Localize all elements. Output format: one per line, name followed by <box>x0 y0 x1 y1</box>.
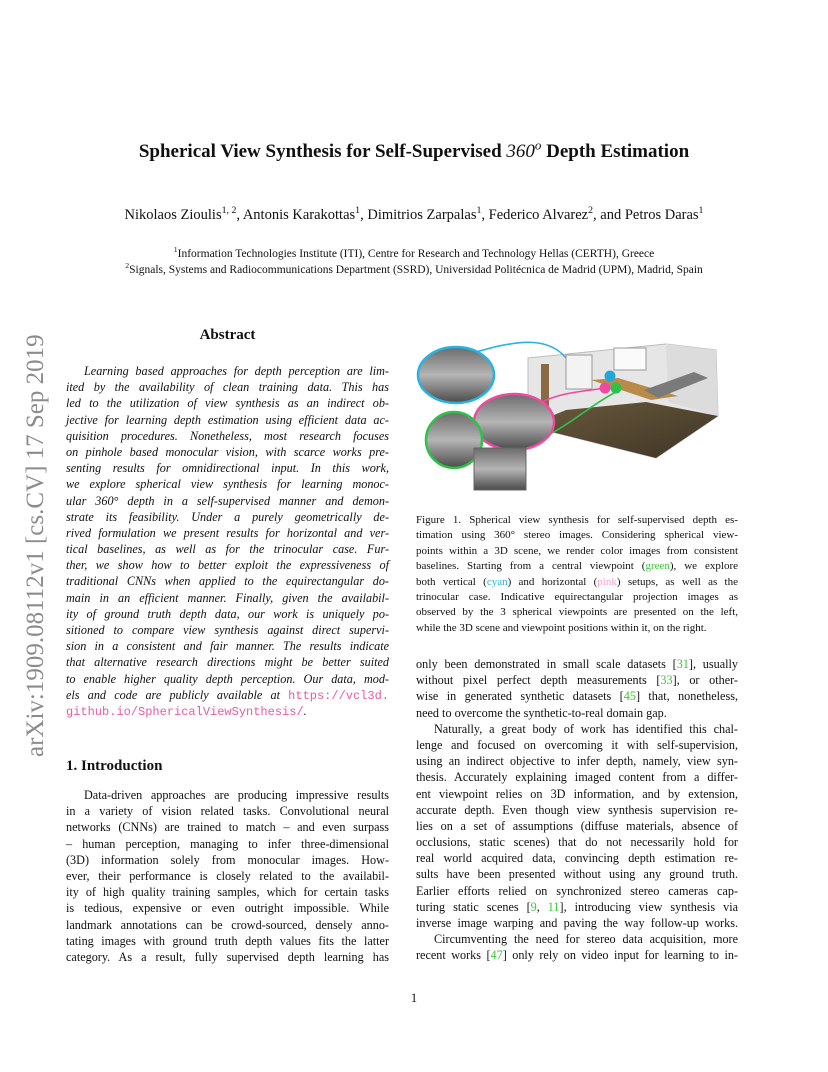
code-link[interactable]: github.io/SphericalViewSynthesis/ <box>66 704 304 719</box>
room-3d-scene <box>528 344 718 458</box>
abstract-line: we explore spherical view synthesis for learning monoc- <box>66 477 389 492</box>
affiliation: $^1$Information Technologies Institute (ITI), Centre for Research and Technology Hellas (CERTH), Greece <box>173 245 655 260</box>
figure-caption: Figure 1. Spherical view synthesis for self-supervised depth es- timation using 360° stereo images. Considering spherical view- points within a 3D scene, we render color images from consistent baselines. Starting from a central viewpoint (green), we explore both vertical (cyan) and horizontal (pink) setups, as well as the trinocular case. Indicative equirectangular projection images as observed by the 3 spherical viewpoints are presented on the left, while the 3D scene and viewpoint positions within it, on the right. <box>416 514 738 634</box>
author-affil-mark: 1, 2 <box>221 205 237 217</box>
abstract-line: ity of ground truth depth data, our work is uniquely po- <box>66 606 389 621</box>
body-line: is tedious, expensive or even outright impossible. While <box>66 901 389 916</box>
body-line: tating images with ground truth depth values fits the latter <box>66 933 389 948</box>
author: Petros Daras <box>624 207 699 223</box>
body-line: ity of high quality training samples, which for certain tasks <box>66 885 389 900</box>
figure-1-illustration <box>416 330 738 498</box>
abstract-line: ther, we show how to better exploit the expressiveness of <box>66 558 389 573</box>
body-line: networks (CNNs) are trained to match – and even surpass <box>66 820 389 835</box>
abstract-line: on pinhole based monocular vision, with scarce works pre- <box>66 444 389 459</box>
abstract-line: that alternative research directions might be better suited <box>66 655 389 670</box>
view-thumbnail-cyan <box>418 347 494 403</box>
viewpoint-green <box>611 383 622 394</box>
author: Dimitrios Zarpalas <box>367 207 477 223</box>
abstract-line: github.io/SphericalViewSynthesis/. <box>66 703 307 719</box>
abstract-line: traditional CNNs when applied to the equirectangular do- <box>66 574 389 589</box>
abstract-line: quisition procedures. Nonetheless, most research focuses <box>66 428 389 443</box>
intro-body <box>66 787 389 965</box>
abstract-line: Learning based approaches for depth perception are lim- <box>84 364 389 378</box>
body-line: landmark annotations can be crowd-sourced, densely anno- <box>66 917 389 932</box>
author: Federico Alvarez <box>488 207 589 223</box>
section-heading: 1. Introduction <box>66 758 163 774</box>
abstract-heading: Abstract <box>199 327 256 343</box>
code-link[interactable]: https://vcl3d. <box>288 688 389 703</box>
title-sup: o <box>534 137 542 153</box>
arxiv-stamp <box>14 287 52 757</box>
abstract-line: to enable higher quality depth perception. Our data, mod- <box>66 671 389 686</box>
page-number: 1 <box>410 991 418 1005</box>
body-line: category. As a result, fully supervised depth learning has <box>66 949 389 964</box>
title-math: 360 <box>506 141 535 162</box>
abstract-line: strate its feasibility. Under a purely geometrically de- <box>66 509 389 524</box>
citation-link[interactable]: 31 <box>676 657 689 671</box>
title-text: Spherical View Synthesis for Self-Supervised <box>138 141 507 162</box>
abstract-line: ited by the availability of clean training data. This has <box>66 380 389 395</box>
abstract-line: sitioned to compare view synthesis against direct supervi- <box>66 623 389 637</box>
view-thumbnail-pink <box>474 394 554 450</box>
abstract-line: led to the utilization of view synthesis as an indirect ob- <box>66 396 389 411</box>
citation-link[interactable]: 45 <box>623 689 636 704</box>
abstract-line: els and code are publicly available at https://vcl3d. <box>66 687 389 703</box>
abstract-body <box>66 363 389 719</box>
body-line: (3D) information solely from monocular images. How- <box>66 852 389 867</box>
author-affil-mark: 1 <box>476 205 482 217</box>
citation-link[interactable]: 33 <box>660 673 673 688</box>
affiliation: $^2$Signals, Systems and Radiocommunications Department (SSRD), Universidad Politécnica de Madrid (UPM), Madrid, Spain <box>125 261 703 276</box>
author-affil-mark: 1 <box>698 205 704 217</box>
body-line: ever, their performance is closely related to the availabil- <box>66 868 389 883</box>
abstract-line: tical baselines, as well as for the trinocular case. Fur- <box>66 542 389 557</box>
author: Antonis Karakottas <box>242 207 356 223</box>
intro-body-col2: only been demonstrated in small scale datasets [31], usually without pixel perfect depth measurements [33], or other- wise in generated synthetic datasets [45] that, nonetheless, need to overcome the synthetic-to-real domain gap. Naturally, a great body of work has identified this chal- lenge and focused on overcoming it with self-supervision, using an indirect objective to infer depth, namely, view syn- thesis. Accurately explaining imaged content from a differ- ent viewpoint relies on 3D information, and by extension, accurate depth. Even though view synthesis supervision re- lies on a set of assumptions (diffuse materials, absence of occlusions, static scenes) that do not necessarily hold for real world acquired data, convincing depth estimation re- sults have been presented without using any ground truth. Earlier efforts relied on synchronized stereo cameras cap- turing static scenes [9, 11], introducing view synthesis via inverse image warping and paving the way follow-up works. Circumventing the need for stereo data acquisition, more recent works [47] only rely on video input for learning to in- <box>416 657 739 963</box>
title-end: Depth Estimation <box>541 141 690 162</box>
body-line: in a variety of vision related tasks. Convolutional neural <box>66 804 389 819</box>
author-affil-mark: 1 <box>355 205 361 217</box>
citation-link[interactable]: 47 <box>490 948 503 963</box>
author-affil-mark: 2 <box>588 205 594 217</box>
viewpoint-cyan <box>605 371 616 382</box>
arxiv-id: arXiv:1909.08112v1 [cs.CV] 17 Sep 2019 <box>22 334 49 757</box>
abstract-line: ular 360° depth in a self-supervised manner and demon- <box>66 493 389 508</box>
author-list: Nikolaos Zioulis$^{1, 2}$, Antonis Karakottas$^1$, Dimitrios Zarpalas$^1$, Federico Alvarez$^2$, and Petros Daras$^1$ <box>124 205 704 223</box>
body-line: Data-driven approaches are producing impressive results <box>84 788 389 802</box>
paper-title <box>0 137 828 163</box>
abstract-line: sion in a consistent and fair manner. The results indicate <box>66 639 389 654</box>
body-line: – human perception, managing to infer three-dimensional <box>66 836 389 851</box>
citation-link[interactable]: 9 <box>530 899 537 914</box>
citation-link[interactable]: 11 <box>547 899 560 914</box>
abstract-line: senting results for omnidirectional input. In this work, <box>66 461 389 476</box>
abstract-line: jective for learning depth estimation using efficient data ac- <box>66 412 389 427</box>
author: Nikolaos Zioulis <box>124 207 222 223</box>
abstract-line: main in an efficient manner. Finally, given the availabil- <box>66 590 389 605</box>
abstract-line: rived formulation we present results for horizontal and ver- <box>66 525 389 540</box>
